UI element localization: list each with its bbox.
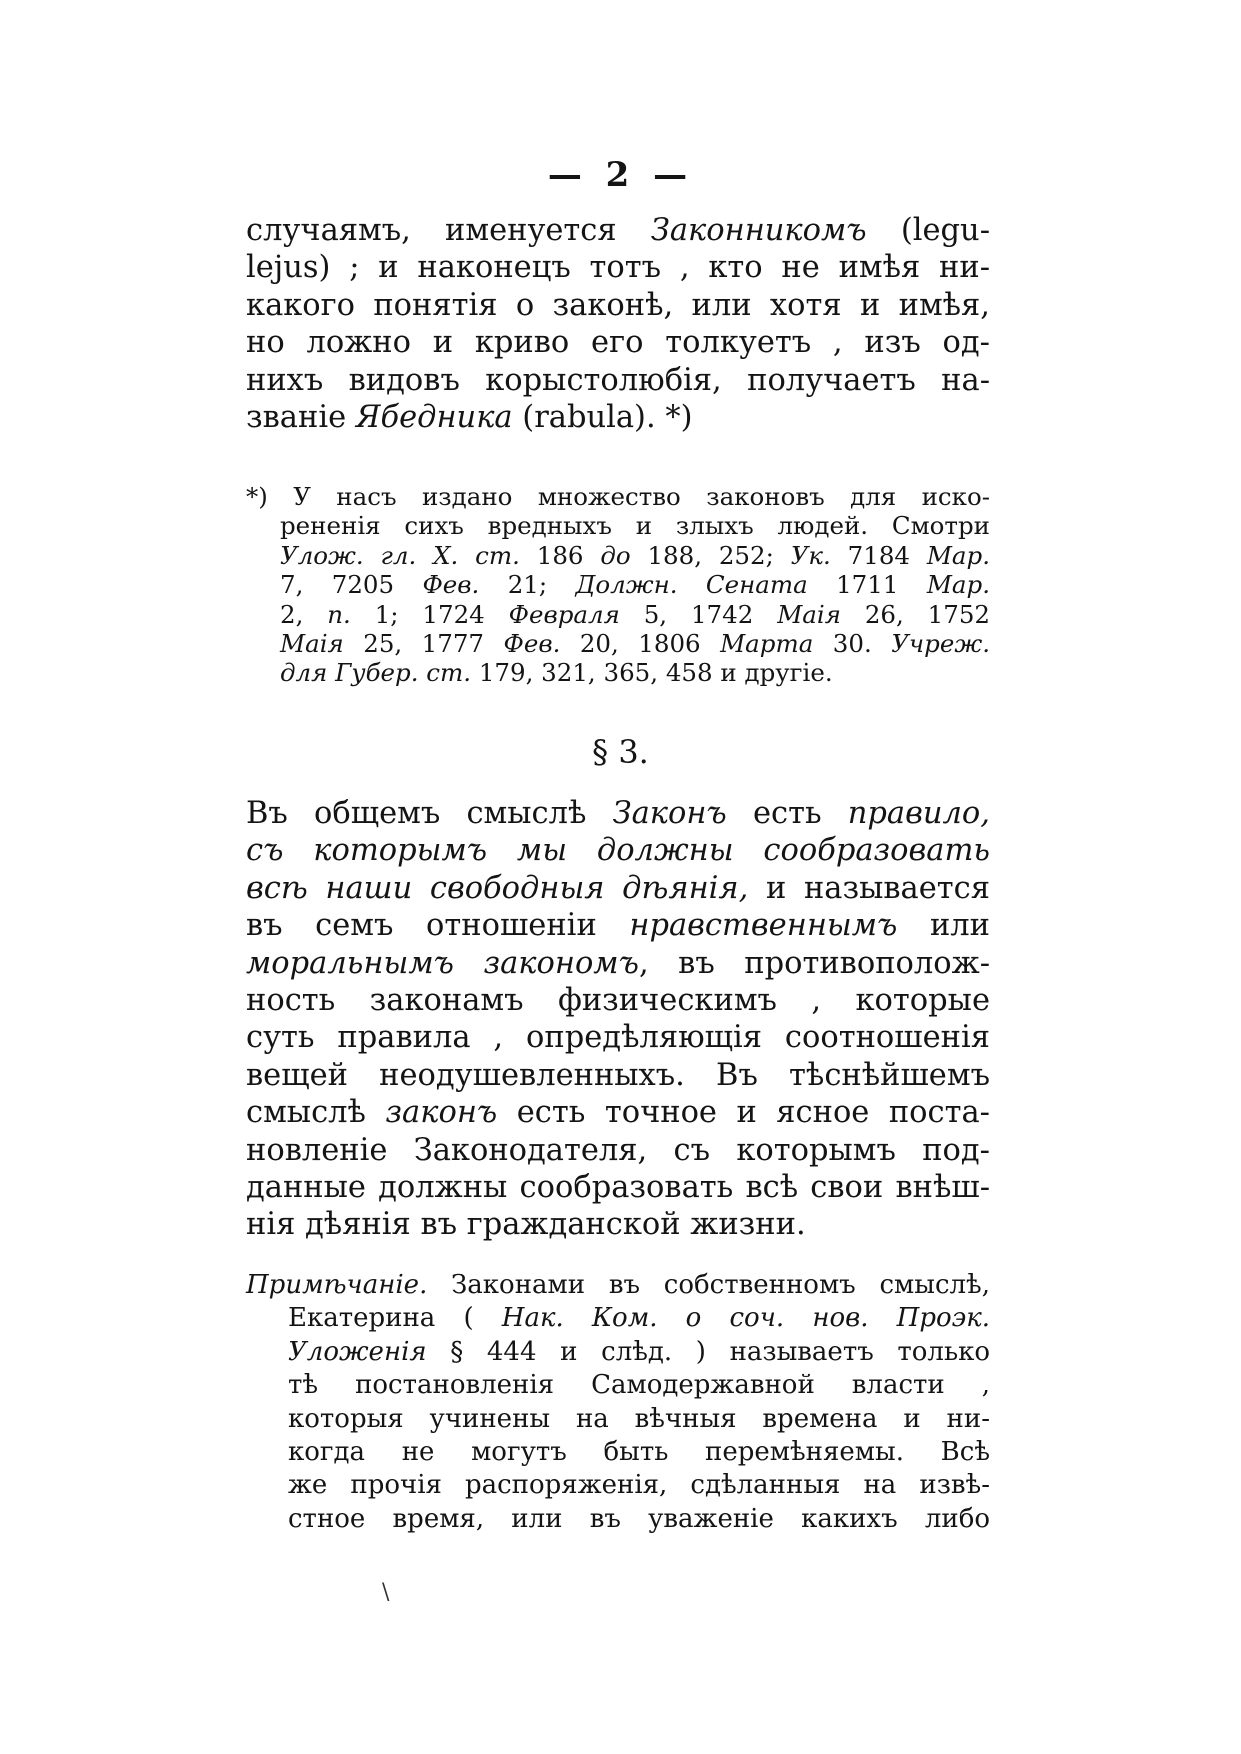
text-segment: когда не могутъ быть перемѣняемы. Всѣ <box>288 1437 990 1468</box>
text-segment: рененія сихъ вредныхъ и злыхъ людей. Смотри <box>280 511 990 541</box>
text-segment: (rabula). *) <box>512 400 693 436</box>
italic-term: Учреж. <box>891 629 990 659</box>
text-segment: данные должны сообразовать всѣ свои внѣш- <box>246 1170 990 1206</box>
text-segment: *) У насъ издано множество законовъ для иско- <box>246 482 990 511</box>
italic-term: Должн. Сената <box>575 570 808 600</box>
text-segment: 186 <box>519 540 601 570</box>
text-line <box>246 570 990 599</box>
text-segment: званіе <box>246 400 356 436</box>
text-line <box>246 832 990 869</box>
text-segment: Въ общемъ смыслѣ <box>246 796 613 831</box>
text-line <box>246 1019 990 1056</box>
text-line <box>246 1503 990 1536</box>
text-segment: или <box>897 908 991 944</box>
text-segment: и называется <box>748 870 990 906</box>
italic-term: нравственнымъ <box>629 908 898 944</box>
section-3-paragraph <box>246 795 990 1244</box>
text-line <box>246 1094 990 1131</box>
italic-term: Марта <box>720 629 814 659</box>
text-segment: въ семъ отношеніи <box>246 908 630 944</box>
italic-term: Маія <box>777 599 841 629</box>
text-line <box>246 1403 990 1436</box>
text-segment: 21; <box>479 570 576 600</box>
text-segment: 26, 1752 <box>840 599 991 629</box>
text-segment: , въ противополож- <box>638 945 991 981</box>
text-segment: 5, 1742 <box>619 599 778 629</box>
text-segment: Законами въ собственномъ смыслѣ, <box>427 1270 990 1300</box>
text-line <box>246 870 990 907</box>
italic-term: Февраля <box>508 599 620 629</box>
text-segment: 7, 7205 <box>280 570 423 600</box>
text-line <box>246 541 990 570</box>
text-line <box>246 795 990 832</box>
italic-term: Законникомъ <box>650 213 867 248</box>
text-segment: тѣ постановленія Самодержавной власти , <box>288 1370 990 1401</box>
text-line <box>246 362 990 399</box>
text-segment: 30. <box>813 629 892 659</box>
text-line <box>246 1302 990 1335</box>
text-line <box>246 1336 990 1369</box>
text-segment: § 444 и слѣд. ) называетъ только <box>426 1336 990 1367</box>
italic-term: для Губер. ст. <box>280 658 472 688</box>
italic-term: Уложенія <box>288 1336 427 1367</box>
text-line <box>246 1206 990 1243</box>
italic-term: Примѣчаніе. <box>246 1270 428 1300</box>
text-line <box>246 1132 990 1169</box>
text-segment: 2, <box>280 599 328 629</box>
page-number: — 2 — <box>547 155 694 195</box>
text-line <box>246 212 990 249</box>
text-segment: вещей неодушевленныхъ. Въ тѣснѣйшемъ <box>246 1057 990 1093</box>
italic-term: п. <box>327 599 351 629</box>
italic-term: Фев. <box>422 570 480 600</box>
text-line <box>246 1369 990 1402</box>
text-segment: но ложно и криво его толкуетъ , изъ од- <box>246 325 990 361</box>
italic-term: Ябедника <box>355 400 513 436</box>
italic-term: моральнымъ закономъ <box>246 945 639 981</box>
text-line <box>246 399 990 436</box>
text-line <box>246 287 990 324</box>
italic-term: Маія <box>280 629 344 659</box>
text-line <box>246 1269 990 1302</box>
italic-term: Ук. <box>790 540 831 570</box>
italic-term: правило, <box>847 796 990 831</box>
text-line <box>246 249 990 286</box>
note-paragraph <box>246 1269 990 1536</box>
italic-term: Фев. <box>503 629 561 659</box>
text-segment: ность законамъ физическимъ , которые <box>246 983 990 1019</box>
text-segment: есть точное и ясное поста- <box>497 1095 990 1131</box>
text-line <box>246 1057 990 1094</box>
text-line <box>246 482 990 511</box>
italic-term: Улож. гл. X. ст. <box>280 540 520 570</box>
text-segment: 188, 252; <box>630 540 791 570</box>
text-segment: нія дѣянія въ гражданской жизни. <box>246 1207 806 1243</box>
text-line <box>246 1436 990 1469</box>
text-segment: 179, 321, 365, 458 и другіе. <box>471 658 833 688</box>
section-heading: § 3. <box>592 733 649 771</box>
text-segment: какого понятія о законѣ, или хотя и имѣя, <box>246 287 990 323</box>
text-segment: lejus) ; и наконецъ тотъ , кто не имѣя ни- <box>246 250 990 286</box>
italic-term: Мар. <box>926 570 990 600</box>
text-line <box>246 1469 990 1502</box>
text-segment: Екатерина ( <box>288 1303 502 1334</box>
italic-term: Мар. <box>926 540 990 570</box>
text-segment: нихъ видовъ корыстолюбія, получаетъ на- <box>246 362 990 398</box>
text-segment: суть правила , опредѣляющія соотношенія <box>246 1020 990 1056</box>
italic-term: законъ <box>385 1095 498 1131</box>
text-segment: 25, 1777 <box>343 629 504 659</box>
text-line <box>246 600 990 629</box>
text-segment: (legu- <box>866 213 990 248</box>
text-segment: 20, 1806 <box>560 629 721 659</box>
text-segment: 1711 <box>807 570 927 600</box>
text-segment: смыслѣ <box>246 1095 386 1131</box>
text-segment: случаямъ, именуется <box>246 213 651 248</box>
footnote <box>246 482 990 688</box>
text-segment: стное время, или въ уваженіе какихъ либо <box>288 1503 990 1534</box>
text-segment: есть <box>726 796 848 831</box>
text-line <box>246 511 990 540</box>
italic-term: съ которымъ мы должны сообразовать <box>246 833 990 869</box>
continuation-paragraph <box>246 212 990 436</box>
text-line <box>246 629 990 658</box>
stray-mark: \ <box>382 1580 390 1605</box>
text-line <box>246 1169 990 1206</box>
italic-term: Нак. Ком. о соч. нов. Проэк. <box>501 1303 990 1334</box>
italic-term: Законъ <box>612 796 727 831</box>
italic-term: всѣ наши свободныя дѣянія, <box>246 870 749 906</box>
text-segment: 1; 1724 <box>350 599 509 629</box>
italic-term: до <box>600 540 631 570</box>
text-segment: которыя учинены на вѣчныя времена и ни- <box>288 1403 990 1434</box>
text-line <box>246 658 990 687</box>
text-segment: же прочія распоряженія, сдѣланныя на извѣ- <box>288 1470 990 1501</box>
text-line <box>246 945 990 982</box>
text-line <box>246 324 990 361</box>
text-line <box>246 982 990 1019</box>
text-segment: новленіе Законодателя, съ которымъ под- <box>246 1132 990 1168</box>
text-segment: 7184 <box>830 540 927 570</box>
text-line <box>246 907 990 944</box>
